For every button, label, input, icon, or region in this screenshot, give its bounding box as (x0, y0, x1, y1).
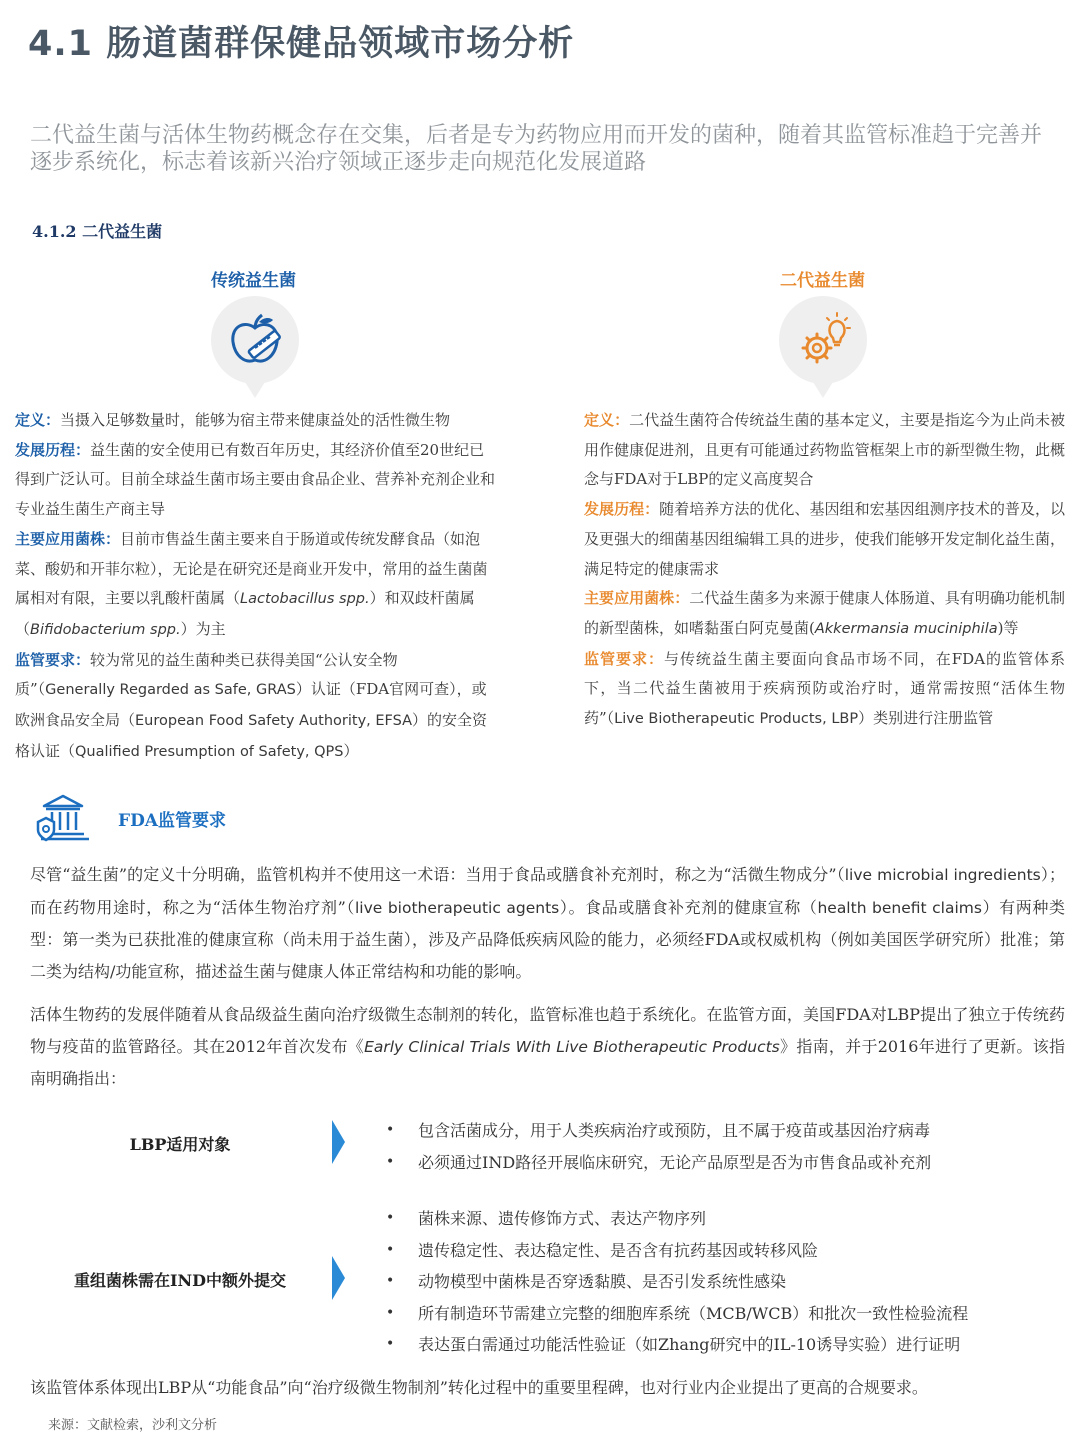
recombinant-strain-list (386, 1203, 1066, 1361)
traditional-regulation (15, 646, 497, 768)
next-gen-probiotics-content (584, 406, 1065, 735)
guidance-title: Early Clinical Trials With Live Biotherapeutic Products (364, 1037, 780, 1056)
regulation-text: ） (343, 741, 359, 760)
section-heading: 4.1.2 二代益生菌 (32, 222, 163, 241)
history-text: 益生菌的安全使用已有数百年历史，其经济价值至20世纪已得到广泛认可。目前全球益生菌市场主要由食品企业、营养补充剂企业和专业益生菌生产商主导 (15, 440, 496, 519)
page-title: 4.1 肠道菌群保健品领域市场分析 (28, 24, 575, 64)
strains-label: 主要应用菌株： (15, 529, 121, 548)
regulation-text: ）类别进行注册监管 (858, 709, 994, 728)
page-subtitle: 二代益生菌与活体生物药概念存在交集，后者是专为药物应用而开发的菌种，随着其监管标准趋于完善并逐步系统化，标志着该新兴治疗领域正逐步走向规范化发展道路 (30, 123, 1043, 175)
regulation-label: 监管要求： (15, 650, 91, 669)
lbp-scope-list (386, 1115, 1066, 1178)
regulation-label: 监管要求： (584, 649, 664, 668)
traditional-probiotics-content (15, 406, 497, 767)
definition-text: 当摄入足够数量时，能够为宿主带来健康益处的活性微生物 (60, 411, 451, 429)
paragraph-text: 》指南，并于2016年进行了更新。该指南明确指出： (30, 1036, 1065, 1088)
strains-text: ）为主 (180, 619, 226, 638)
strains-label: 主要应用菌株： (584, 589, 690, 608)
fda-icon-wrapper (34, 792, 92, 850)
strains-text: ）和双歧杆菌属（ (15, 589, 475, 638)
genus-name: Lactobacillus spp. (240, 591, 370, 608)
species-name: Akkermansia muciniphila (814, 620, 998, 637)
list-item: • 遗传稳定性、表达稳定性、是否含有抗药基因或转移风险 (386, 1235, 1066, 1267)
strains-text: 目前市售益生菌主要来自于肠道或传统发酵食品（如泡菜、酸奶和开菲尔粒），无论是在研究还是商业开发中，常用的益生菌菌属相对有限，主要以乳酸杆菌属（ (15, 529, 488, 608)
next-gen-strains (584, 584, 1065, 644)
definition-text: 二代益生菌符合传统益生菌的基本定义，主要是指迄今为止尚未被用作健康促进剂，且更有可能通过药物监管框架上市的新型微生物，此概念与FDA对于LBP的定义高度契合 (584, 411, 1065, 489)
paragraph-text: ）；而在药物用途时，称之为“活体生物治疗剂”（ (30, 865, 1065, 917)
paragraph-text: 尽管“益生菌”的定义十分明确，监管机构并不使用这一术语：当用于食品或膳食补充剂时，称之为“活微生物成分”（ (30, 865, 845, 884)
definition-label: 定义： (584, 411, 630, 429)
list-item: • 菌株来源、遗传修饰方式、表达产物序列 (386, 1203, 1066, 1235)
paragraph-term: live biotherapeutic agents (354, 898, 560, 917)
strains-text: )等 (997, 618, 1019, 637)
gear-lightbulb-icon (793, 310, 853, 370)
paragraph-term: live microbial ingredients (844, 866, 1041, 884)
list-item: • 包含活菌成分，用于人类疾病治疗或预防，且不属于疫苗或基因治疗病毒 (386, 1115, 1066, 1147)
fda-section-title: FDA监管要求 (118, 811, 227, 831)
regulation-term: Live Biotherapeutic Products, LBP (614, 711, 859, 728)
regulation-term: Generally Regarded as Safe, GRAS (45, 682, 296, 699)
regulation-text: 与传统益生菌主要面向食品市场不同，在FDA的监管体系下，当二代益生菌被用于疾病预防或治疗时，通常需按照“活体生物药”（ (584, 649, 1065, 728)
list-item: • 动物模型中菌株是否穿透黏膜、是否引发系统性感染 (386, 1266, 1066, 1298)
history-label: 发展历程： (584, 500, 660, 519)
genus-name: Bifidobacterium spp. (30, 621, 181, 638)
paragraph-text: 活体生物药的发展伴随着从食品级益生菌向治疗级微生态制剂的转化，监管标准也趋于系统化。在监管方面，美国FDA对LBP提出了独立于传统药物与疫苗的监管路径。其在2012年首次发布《 (30, 1005, 1065, 1056)
lbp-scope-label: LBP适用对象 (129, 1135, 231, 1154)
regulation-text: ）的安全资格认证（ (15, 711, 488, 760)
regulation-term: Qualified Presumption of Safety, QPS (75, 743, 344, 760)
chevron-right-icon (332, 1120, 345, 1164)
next-gen-history (584, 495, 1065, 584)
government-building-shield-icon (34, 792, 92, 846)
traditional-definition (15, 406, 497, 436)
regulation-term: European Food Safety Authority, EFSA (135, 713, 413, 730)
regulation-text: ）认证（FDA官网可查），或欧洲食品安全局（ (15, 680, 487, 730)
fda-paragraph-guidance (30, 999, 1065, 1095)
history-text: 随着培养方法的优化、基因组和宏基因组测序技术的普及，以及更强大的细菌基因组编辑工具的进步，使我们能够开发定制化益生菌，满足特定的健康需求 (584, 500, 1065, 578)
traditional-strains (15, 525, 497, 646)
history-label: 发展历程： (15, 440, 91, 459)
list-item: • 所有制造环节需建立完整的细胞库系统（MCB/WCB）和批次一致性检验流程 (386, 1298, 1066, 1330)
apple-measuring-tape-icon (225, 310, 285, 370)
recombinant-strain-label: 重组菌株需在IND中额外提交 (74, 1271, 286, 1290)
next-gen-definition (584, 406, 1065, 495)
paragraph-term: health benefit claims (817, 898, 982, 917)
list-item: • 表达蛋白需通过功能活性验证（如Zhang研究中的IL-10诱导实验）进行证明 (386, 1329, 1066, 1361)
source-note: 来源：文献检索，沙利文分析 (48, 1418, 218, 1433)
regulation-text: 较为常见的益生菌种类已获得美国“公认安全物质”（ (15, 650, 398, 699)
traditional-probiotics-icon-badge (211, 296, 299, 384)
conclusion-text: 该监管体系体现出LBP从“功能食品”向“治疗级微生物制剂”转化过程中的重要里程碑，也对行业内企业提出了更高的合规要求。 (30, 1378, 928, 1397)
paragraph-text: ）有两种类型：第一类为已获批准的健康宣称（尚未用于益生菌），涉及产品降低疾病风险的能力，必须经FDA或权威机构（例如美国医学研究所）批准；第二类为结构/功能宣称，描述益生菌与健康人体正常结构和功能的影响。 (30, 897, 1065, 981)
next-gen-probiotics-icon-badge (779, 296, 867, 384)
strains-text: 二代益生菌多为来源于健康人体肠道、具有明确功能机制的新型菌株，如嗜黏蛋白阿克曼菌( (584, 589, 1065, 637)
chevron-right-icon (332, 1256, 345, 1300)
traditional-history (15, 436, 497, 525)
paragraph-text: ）。食品或膳食补充剂的健康宣称（ (559, 897, 818, 917)
list-item: • 必须通过IND路径开展临床研究，无论产品原型是否为市售食品或补充剂 (386, 1147, 1066, 1179)
next-gen-regulation (584, 645, 1065, 735)
definition-label: 定义： (15, 411, 61, 429)
next-gen-probiotics-title: 二代益生菌 (780, 271, 865, 291)
traditional-probiotics-title: 传统益生菌 (211, 271, 296, 291)
fda-paragraph-terminology (30, 859, 1065, 987)
